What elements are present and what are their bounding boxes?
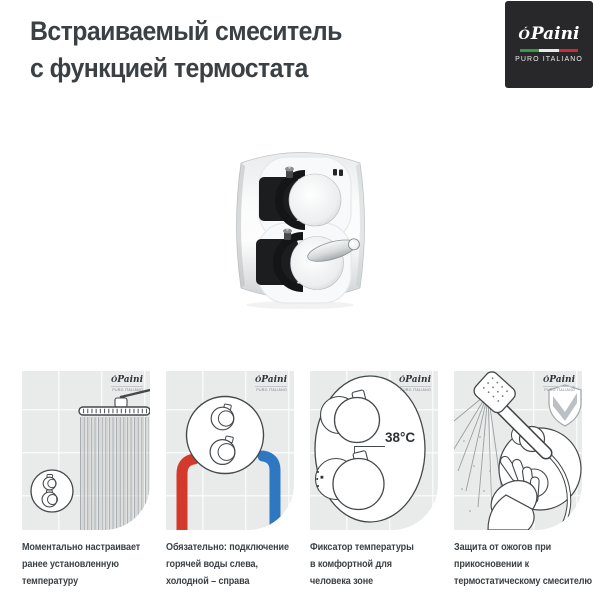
feature-art-3 [310,371,438,530]
italian-flag-bar [520,49,578,52]
caption-line: горячей воды слева, [166,558,258,570]
caption-line: Моментально настраивает [22,541,141,553]
caption-line: прикосновении к [454,558,530,570]
rain-shower-icon [22,371,150,530]
wall-mixer-control [31,470,73,512]
product-image [225,133,375,313]
logo-glyph-icon: Ó [518,28,530,43]
handheld-shower [471,371,546,453]
mini-logo-glyph-icon: Ó [111,375,118,384]
feature-caption [454,539,593,590]
mini-paini-logo [399,375,431,392]
feature-card-temperature-lock [310,371,438,590]
caption-line: холодной – справа [166,575,250,587]
logo-brand-row [519,26,580,44]
flag-green-segment [520,49,539,52]
caption-line: человека зоне [310,575,374,587]
cold-water-pipe [263,456,275,530]
paini-logo [505,1,593,88]
flag-red-segment [559,49,578,52]
flag-white-segment [539,49,558,52]
mini-paini-logo [111,375,143,392]
shower-connector [115,398,127,407]
title-line-1: Встраиваемый смеситель [30,16,342,46]
mini-logo-brand: Paini [549,375,575,385]
feature-art-2 [166,371,294,530]
temperature-38c-icon [310,371,438,530]
feature-caption [310,539,438,590]
logo-tagline: PURO ITALIANO [515,56,583,63]
mini-logo-tagline: PURO ITALIANO [400,388,431,392]
mini-logo-brand: Paini [117,375,143,385]
mini-paini-logo [255,375,287,392]
mini-logo-tagline: PURO ITALIANO [544,388,575,392]
caption-line: Обязательно: подключение [166,541,289,553]
mini-logo-brand: Paini [405,375,431,385]
mini-logo-tagline: PURO ITALIANO [112,388,143,392]
hot-cold-supply-icon [166,371,294,530]
mini-logo-glyph-icon: Ó [399,375,406,384]
feature-art-1 [22,371,150,530]
page-title [30,13,369,87]
temperature-label: 38°C [385,430,416,445]
feature-card-burn-protection [454,371,593,590]
feature-card-preset-temperature [22,371,150,590]
mini-paini-logo [543,375,575,392]
mini-logo-glyph-icon: Ó [543,375,550,384]
mini-logo-brand: Paini [261,375,287,385]
hand-shower-icon [454,371,582,530]
shower-head [79,407,150,415]
hot-water-pipe [182,459,194,530]
caption-line: Защита от ожогов при [454,541,552,553]
caption-line: ранее установленную [22,558,119,570]
caption-line: Фиксатор температуры [310,541,414,553]
mini-logo-glyph-icon: Ó [255,375,262,384]
water-streams [80,417,149,530]
features-row [22,371,593,590]
feature-caption [22,539,150,590]
caption-line: термостатическому смесителю [454,575,593,587]
caption-line: температуру [22,575,79,587]
feature-caption [166,539,294,590]
logo-brand: Paini [530,24,580,44]
title-line-2: с функцией термостата [30,53,308,83]
mixer-plate-drawing [187,397,264,474]
feature-art-4 [454,371,582,530]
feature-card-hot-cold-connection [166,371,294,590]
mini-logo-tagline: PURO ITALIANO [256,388,287,392]
caption-line: в комфортной для [310,558,392,570]
